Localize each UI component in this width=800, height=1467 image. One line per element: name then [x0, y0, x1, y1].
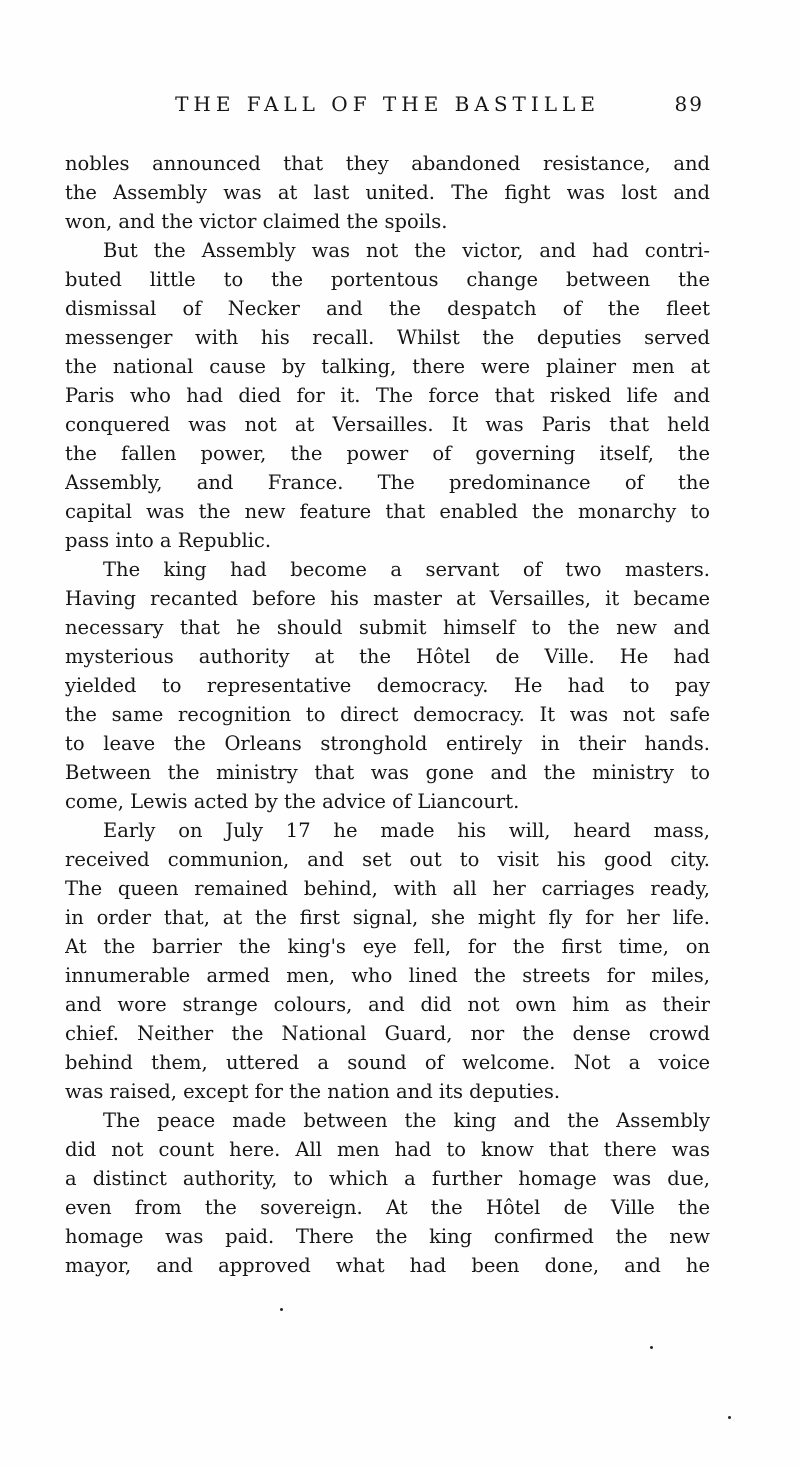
- body-text: [65, 149, 710, 1280]
- text-line: behind them, uttered a sound of welcome. Not a voice: [65, 1051, 710, 1074]
- text-line: the national cause by talking, there were plainer men at: [65, 355, 710, 378]
- text-line: But the Assembly was not the victor, and had contri-: [103, 239, 710, 262]
- text-line: Paris who had died for it. The force that risked life and: [65, 384, 710, 407]
- text-line: nobles announced that they abandoned resistance, and: [65, 152, 710, 175]
- text-line: to leave the Orleans stronghold entirely in their hands.: [65, 732, 710, 755]
- scan-speck: [650, 1346, 653, 1349]
- text-line: was raised, except for the nation and its deputies.: [65, 1080, 561, 1103]
- running-header-title: THE FALL OF THE BASTILLE: [175, 92, 600, 116]
- text-line: chief. Neither the National Guard, nor the dense crowd: [65, 1022, 710, 1045]
- text-line: The peace made between the king and the Assembly: [103, 1109, 710, 1132]
- scan-speck: [280, 1308, 283, 1311]
- text-line: The queen remained behind, with all her carriages ready,: [65, 877, 710, 900]
- scan-speck: [728, 1416, 731, 1419]
- text-line: received communion, and set out to visit his good city.: [65, 848, 710, 871]
- text-line: the Assembly was at last united. The fight was lost and: [65, 181, 710, 204]
- text-line: mayor, and approved what had been done, and he: [65, 1254, 710, 1277]
- text-line: buted little to the portentous change between the: [65, 268, 710, 291]
- text-line: come, Lewis acted by the advice of Liancourt.: [65, 790, 520, 813]
- text-line: a distinct authority, to which a further homage was due,: [65, 1167, 710, 1190]
- text-line: in order that, at the first signal, she might fly for her life.: [65, 906, 710, 929]
- text-line: Early on July 17 he made his will, heard mass,: [103, 819, 710, 842]
- text-line: did not count here. All men had to know that there was: [65, 1138, 710, 1161]
- text-line: necessary that he should submit himself to the new and: [65, 616, 710, 639]
- text-line: and wore strange colours, and did not own him as their: [65, 993, 710, 1016]
- text-line: dismissal of Necker and the despatch of the fleet: [65, 297, 710, 320]
- text-line: At the barrier the king's eye fell, for the first time, on: [65, 935, 710, 958]
- text-line: conquered was not at Versailles. It was Paris that held: [65, 413, 710, 436]
- text-line: innumerable armed men, who lined the streets for miles,: [65, 964, 710, 987]
- text-line: messenger with his recall. Whilst the deputies served: [65, 326, 710, 349]
- text-line: won, and the victor claimed the spoils.: [65, 210, 448, 233]
- text-line: yielded to representative democracy. He had to pay: [65, 674, 710, 697]
- text-line: Assembly, and France. The predominance of the: [65, 471, 710, 494]
- text-line: homage was paid. There the king confirmed the new: [65, 1225, 710, 1248]
- text-line: the same recognition to direct democracy. It was not safe: [65, 703, 710, 726]
- text-line: capital was the new feature that enabled the monarchy to: [65, 500, 710, 523]
- text-line: Having recanted before his master at Versailles, it became: [65, 587, 710, 610]
- page-number: 89: [674, 92, 704, 116]
- text-line: the fallen power, the power of governing itself, the: [65, 442, 710, 465]
- text-line: The king had become a servant of two masters.: [103, 558, 710, 581]
- text-line: pass into a Republic.: [65, 529, 272, 552]
- text-line: Between the ministry that was gone and the ministry to: [65, 761, 710, 784]
- text-line: even from the sovereign. At the Hôtel de Ville the: [65, 1196, 710, 1219]
- running-header: [65, 92, 710, 118]
- text-line: mysterious authority at the Hôtel de Ville. He had: [65, 645, 710, 668]
